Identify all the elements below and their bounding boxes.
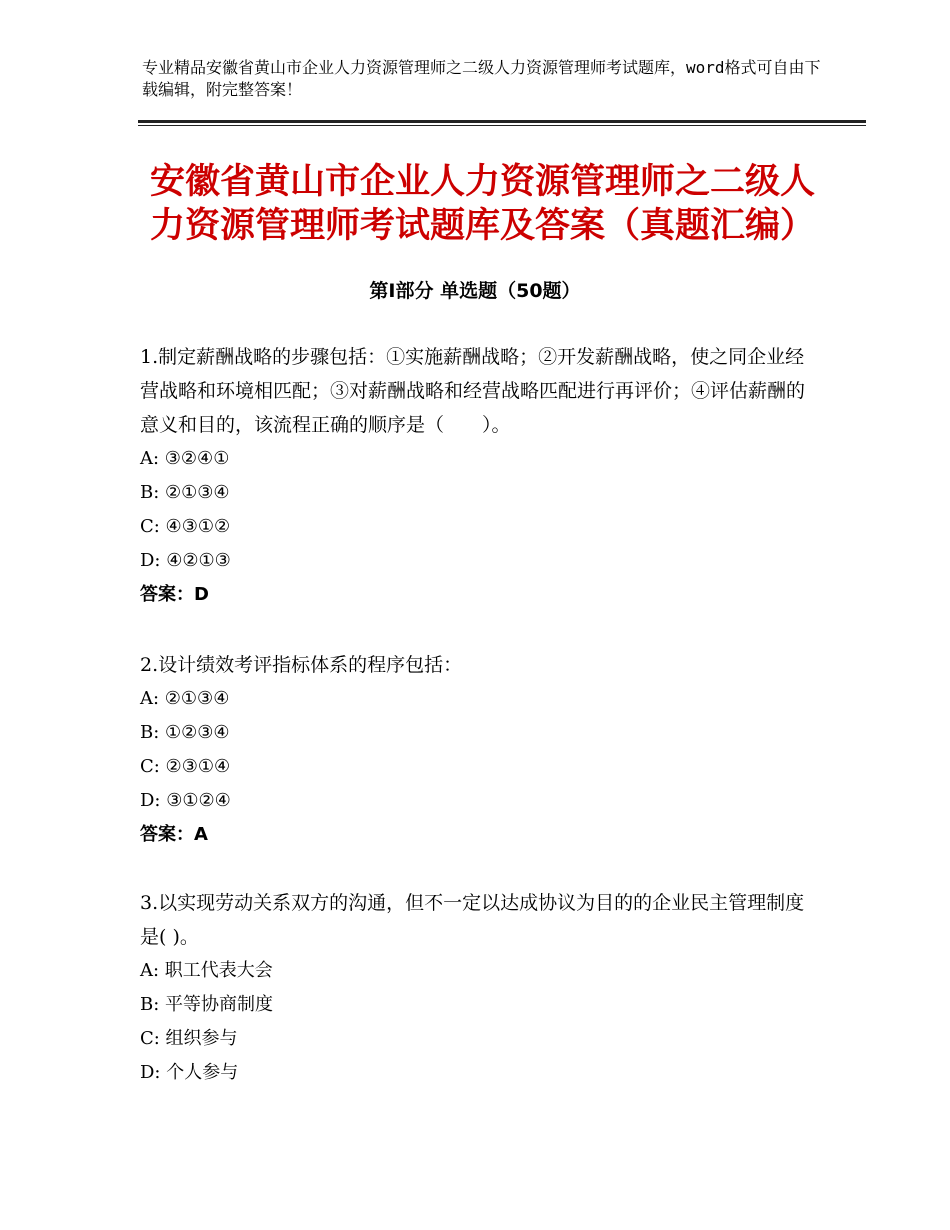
document-title: 安徽省黄山市企业人力资源管理师之二级人力资源管理师考试题库及答案（真题汇编） [150,162,816,246]
option-a: A: 职工代表大会 [140,960,273,981]
option-d: D: ④②①③ [140,550,231,571]
option-d: D: 个人参与 [140,1062,239,1083]
header-divider-thick [138,120,866,123]
question-3 [140,886,820,1090]
option-d: D: ③①②④ [140,790,231,811]
header-note: 专业精品安徽省黄山市企业人力资源管理师之二级人力资源管理师考试题库，word格式可自由下载编辑，附完整答案！ [142,58,821,99]
header-divider-thin [138,125,866,126]
option-b: B: ②①③④ [140,482,230,503]
answer-label: 答案：A [140,824,208,845]
option-a: A: ③②④① [140,448,230,469]
option-c: C: ②③①④ [140,756,231,777]
section-title: 第Ⅰ部分 单选题（50题） [369,280,581,302]
answer-label: 答案：D [140,584,209,605]
question-stem: 2.设计绩效考评指标体系的程序包括： [140,654,463,676]
option-b: B: ①②③④ [140,722,230,743]
question-stem: 1.制定薪酬战略的步骤包括：①实施薪酬战略；②开发薪酬战略，使之同企业经营战略和环境相匹配；③对薪酬战略和经营战略匹配进行再评价；④评估薪酬的意义和目的，该流程正确的顺序是（ ）。 [140,346,806,436]
option-c: C: 组织参与 [140,1028,238,1049]
option-b: B: 平等协商制度 [140,994,274,1015]
option-a: A: ②①③④ [140,688,230,709]
option-c: C: ④③①② [140,516,231,537]
question-stem: 3.以实现劳动关系双方的沟通，但不一定以达成协议为目的的企业民主管理制度是( )。 [140,892,805,948]
question-1 [140,340,820,612]
question-2 [140,648,820,852]
